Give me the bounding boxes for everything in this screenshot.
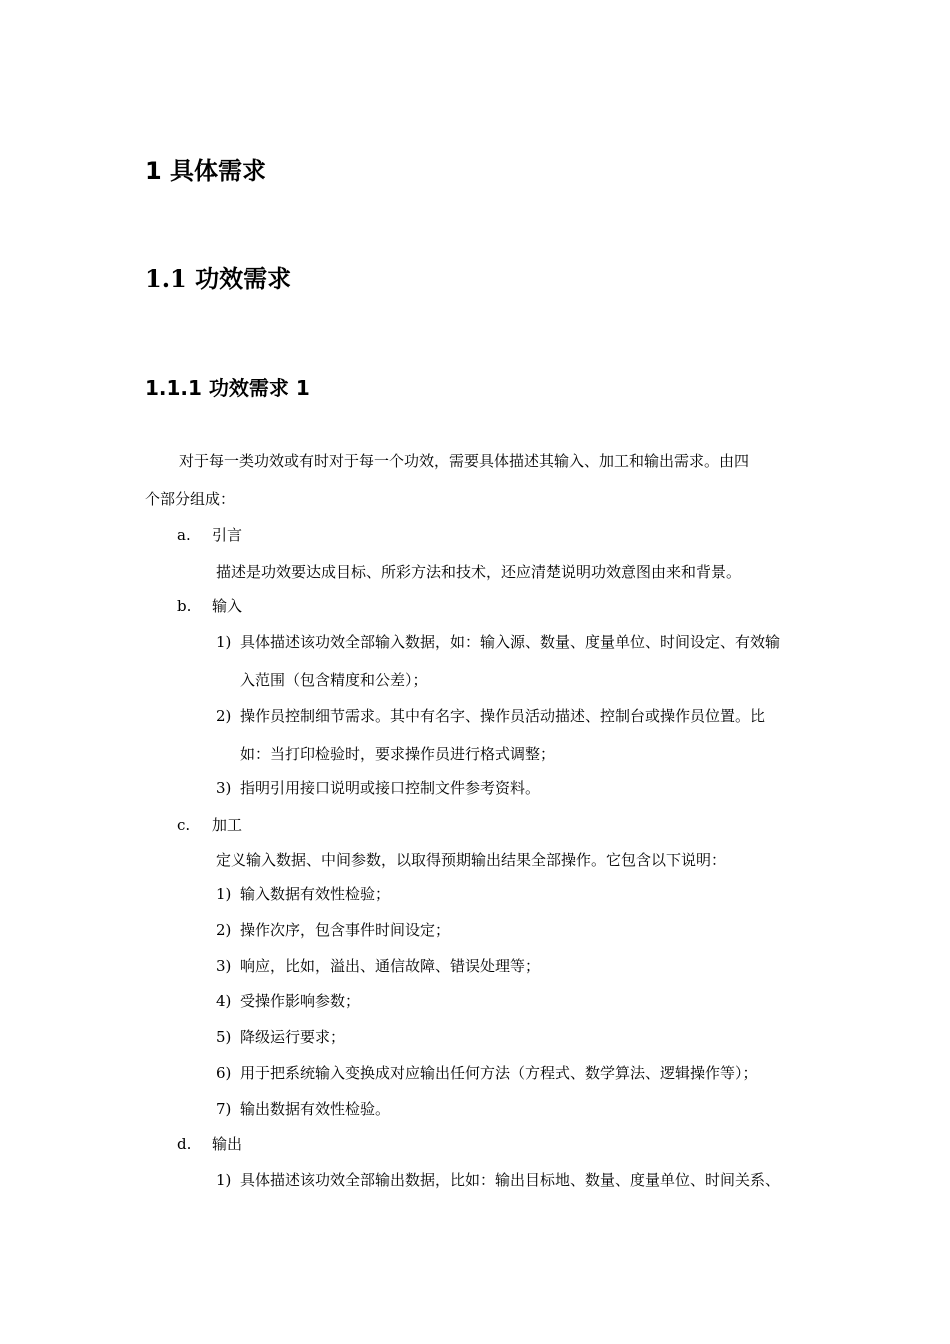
section-b-item-2-number: 2) <box>216 707 232 725</box>
section-d-marker: d. <box>177 1135 192 1153</box>
section-c-item-5-number: 5) <box>216 1028 232 1046</box>
heading-level-3: 1.1.1 功效需求 1 <box>145 376 310 400</box>
section-b-item-3-line-1: 指明引用接口说明或接口控制文件参考资料。 <box>240 779 541 797</box>
section-c-item-7-number: 7) <box>216 1100 232 1118</box>
heading-level-2: 1.1 功效需求 <box>145 264 292 293</box>
section-c-item-4-number: 4) <box>216 992 232 1010</box>
section-c-item-4-text: 受操作影响参数； <box>240 992 361 1010</box>
section-c-item-3-text: 响应，比如，溢出、通信故障、错误处理等； <box>240 957 541 975</box>
intro-line-1: 对于每一类功效或有时对于每一个功效，需要具体描述其输入、加工和输出需求。由四 <box>179 452 750 470</box>
section-d-item-1-number: 1) <box>216 1171 232 1189</box>
section-b-title: 输入 <box>212 597 243 615</box>
section-c-body: 定义输入数据、中间参数，以取得预期输出结果全部操作。它包含以下说明： <box>216 851 727 869</box>
section-c-item-3-number: 3) <box>216 957 232 975</box>
section-c-item-2-text: 操作次序，包含事件时间设定； <box>240 921 451 939</box>
section-c-item-2-number: 2) <box>216 921 232 939</box>
section-d-title: 输出 <box>212 1135 243 1153</box>
section-c-item-5-text: 降级运行要求； <box>240 1028 346 1046</box>
section-b-item-1-line-2: 入范围（包含精度和公差）； <box>240 671 428 689</box>
section-b-item-2-line-1: 操作员控制细节需求。其中有名字、操作员活动描述、控制台或操作员位置。比 <box>240 707 766 725</box>
section-a-body: 描述是功效要达成目标、所彩方法和技术，还应清楚说明功效意图由来和背景。 <box>216 563 742 581</box>
section-c-title: 加工 <box>212 816 243 834</box>
section-b-item-1-line-1: 具体描述该功效全部输入数据，如：输入源、数量、度量单位、时间设定、有效输 <box>240 633 781 651</box>
section-c-item-7-text: 输出数据有效性检验。 <box>240 1100 391 1118</box>
section-b-item-3-number: 3) <box>216 779 232 797</box>
section-b-marker: b. <box>177 597 192 615</box>
heading-level-1: 1 具体需求 <box>145 157 267 185</box>
section-c-item-1-number: 1) <box>216 885 232 903</box>
section-c-item-6-text: 用于把系统输入变换成对应输出任何方法（方程式、数学算法、逻辑操作等）； <box>240 1064 758 1082</box>
section-a-marker: a. <box>177 526 191 544</box>
section-b-item-1-number: 1) <box>216 633 232 651</box>
section-a-title: 引言 <box>212 526 243 544</box>
section-c-item-6-number: 6) <box>216 1064 232 1082</box>
section-c-marker: c. <box>177 816 191 834</box>
section-c-item-1-text: 输入数据有效性检验； <box>240 885 391 903</box>
section-d-item-1-text: 具体描述该功效全部输出数据，比如：输出目标地、数量、度量单位、时间关系、 <box>240 1171 781 1189</box>
section-b-item-2-line-2: 如：当打印检验时，要求操作员进行格式调整； <box>240 745 556 763</box>
intro-line-2: 个部分组成： <box>145 490 236 508</box>
